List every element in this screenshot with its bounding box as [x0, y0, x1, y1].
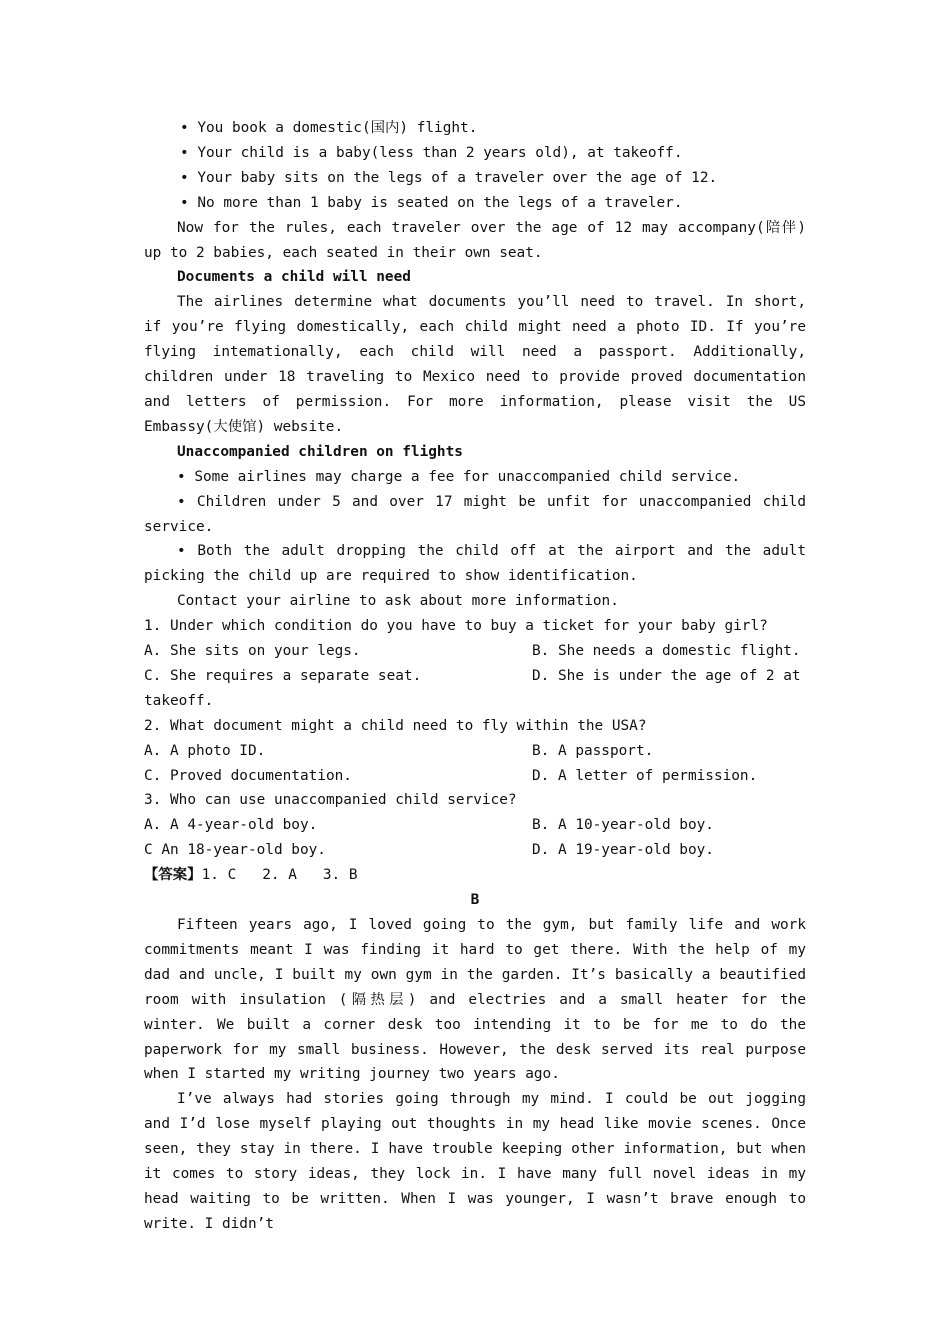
passage-b-paragraph: I’ve always had stories going through my mind. I could be out jogging and I’d lose myself playing out thoughts in my head like movie scenes. Once seen, they stay in there. I have trouble keeping other information, but when it comes to story ideas, they lock in. I have many full novel ideas in my head waiting to be written. When I was younger, I wasn’t brave enough to write. I didn’t [144, 1091, 806, 1232]
documents-paragraph: The airlines determine what documents you’ll need to travel. In short, if you’re flying domestically, each child might need a photo ID. If you’re flying intemationally, each child will need a passport. Additionally, children under 18 traveling to Mexico need to provide proved documentation and letters of permission. For more information, please visit the US Embassy(大使馆) website. [144, 294, 806, 435]
documents-heading: Documents a child will need [177, 269, 411, 286]
condition-item: • Your baby sits on the legs of a traveler over the age of 12. [180, 169, 718, 186]
unaccompanied-bullet: • Some airlines may charge a fee for unaccompanied child service. [177, 468, 741, 485]
option-a: A. A photo ID. [144, 742, 266, 759]
document-page [144, 116, 806, 1237]
option-c: C. Proved documentation. [144, 767, 352, 784]
condition-item: • You book a domestic(国内) flight. [180, 120, 478, 136]
unaccompanied-heading: Unaccompanied children on flights [177, 443, 463, 460]
option-row [144, 764, 806, 789]
option-b: B. A passport. [532, 742, 654, 759]
option-d: D. A letter of permission. [532, 767, 758, 784]
condition-item: • No more than 1 baby is seated on the legs of a traveler. [180, 194, 683, 211]
option-row [144, 813, 806, 838]
option-a: A. A 4-year-old boy. [144, 817, 318, 834]
option-c: C. She requires a separate seat. [144, 667, 422, 684]
question-stem: 2. What document might a child need to fly within the USA? [144, 717, 647, 734]
option-b: B. A 10-year-old boy. [532, 817, 714, 834]
unaccompanied-bullet: • Children under 5 and over 17 might be unfit for unaccompanied child service. [144, 493, 806, 535]
option-c: C An 18-year-old boy. [144, 842, 326, 859]
section-heading: B [470, 892, 480, 909]
option-row [144, 639, 806, 664]
option-row [144, 664, 806, 689]
question-stem: 1. Under which condition do you have to buy a ticket for your baby girl? [144, 618, 768, 635]
option-d-continued: takeoff. [144, 692, 214, 709]
option-a: A. She sits on your legs. [144, 643, 361, 660]
answer-values: 1. C 2. A 3. B [201, 867, 358, 884]
option-row [144, 838, 806, 863]
rules-paragraph: Now for the rules, each traveler over the age of 12 may accompany(陪伴) up to 2 babies, each seated in their own seat. [144, 219, 806, 261]
contact-line: Contact your airline to ask about more information. [177, 593, 619, 610]
answer-line [144, 863, 806, 888]
answer-key-label: 【答案】 [144, 867, 202, 884]
option-d: D. A 19-year-old boy. [532, 842, 714, 859]
passage-b-paragraph: Fifteen years ago, I loved going to the gym, but family life and work commitments meant I was finding it hard to get there. With the help of my dad and uncle, I built my own gym in the garden. It’s basically a beautified room with insulation (隔热层) and electries and a small heater for the winter. We built a corner desk too intending it to be for me to do the paperwork for my small business. However, the desk served its real purpose when I started my writing journey two years ago. [144, 917, 806, 1083]
unaccompanied-bullet: • Both the adult dropping the child off at the airport and the adult picking the child up are required to show identification. [144, 543, 806, 585]
question-stem: 3. Who can use unaccompanied child service? [144, 792, 517, 809]
option-row [144, 739, 806, 764]
option-d: D. She is under the age of 2 at [532, 667, 801, 684]
condition-item: • Your child is a baby(less than 2 years old), at takeoff. [180, 144, 683, 161]
option-b: B. She needs a domestic flight. [532, 643, 801, 660]
